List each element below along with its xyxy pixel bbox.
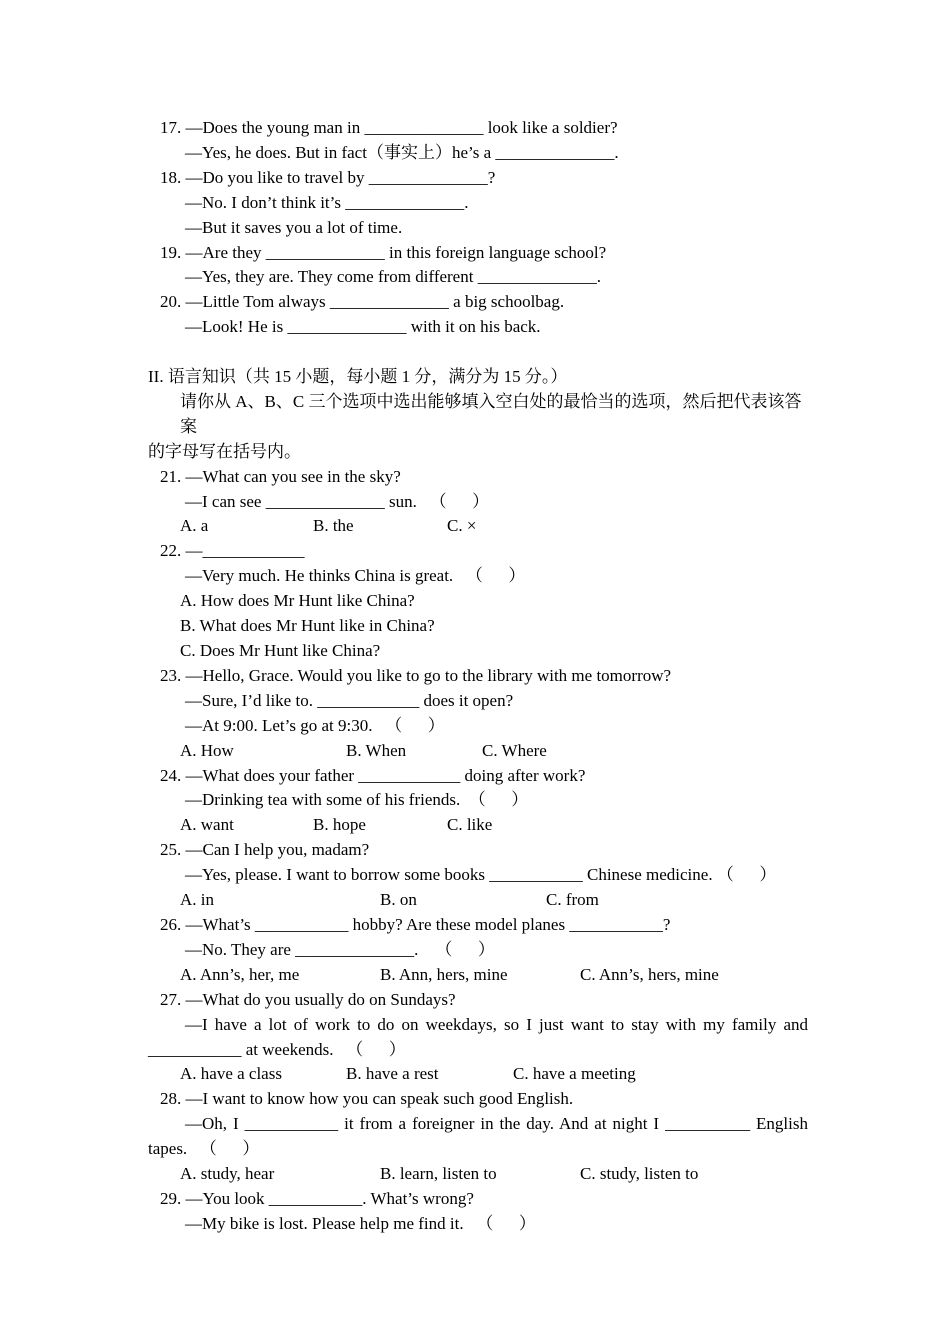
options-row [148,1162,808,1187]
option-choice: C. have a meeting [513,1064,636,1084]
question-line: 27. —What do you usually do on Sundays? [160,989,456,1009]
section-heading: II. 语言知识（共 15 小题，每小题 1 分，满分为 15 分。） [148,367,568,387]
option-line: C. Does Mr Hunt like China? [180,641,381,661]
question-line: 17. —Does the young man in ______________ look like a soldier? [160,118,618,137]
dialogue-line: —Yes, please. I want to borrow some books ___________ Chinese medicine. （ ） [185,865,777,885]
question-line: 20. —Little Tom always ______________ a big schoolbag. [160,292,565,312]
instruction-line: 请你从 A、B、C 三个选项中选出能够填入空白处的最恰当的选项，然后把代表该答案 [180,391,802,436]
question-line: 21. —What can you see in the sky? [160,466,401,486]
option-choice: C. × [447,516,477,536]
option-choice: A. in [180,890,214,910]
dialogue-line: —I can see ______________ sun. （ ） [185,491,490,511]
option-choice: B. When [346,740,407,760]
option-choice: B. have a rest [346,1064,439,1084]
text-line: tapes. （ ） [148,1139,260,1159]
options-row [148,888,808,913]
dialogue-line: —Yes, he does. But in fact（事实上）he’s a ______________. [185,142,619,162]
option-choice: B. hope [313,815,366,835]
question-line: 25. —Can I help you, madam? [160,840,370,860]
dialogue-line: —Very much. He thinks China is great. （ ） [185,566,526,586]
dialogue-line: —Oh, I ___________ it from a foreigner in the day. And at night I __________ English [185,1114,808,1134]
option-choice: A. Ann’s, her, me [180,964,300,984]
option-choice: A. a [180,516,209,536]
dialogue-line: —But it saves you a lot of time. [185,217,403,237]
option-choice: C. study, listen to [580,1164,699,1184]
option-choice: A. How [180,740,234,760]
options-row [148,813,808,838]
dialogue-line: —My bike is lost. Please help me find it. （ ） [185,1213,536,1233]
text-line: 的字母写在括号内。 [148,441,301,461]
question-line: 19. —Are they ______________ in this foreign language school? [160,242,607,262]
dialogue-line: —Yes, they are. They come from different ______________. [185,267,601,287]
dialogue-line: —Sure, I’d like to. ____________ does it open? [185,690,514,710]
question-line: 24. —What does your father ____________ doing after work? [160,765,586,785]
option-choice: C. like [447,815,493,835]
option-choice: B. Ann, hers, mine [380,964,508,984]
question-line: 23. —Hello, Grace. Would you like to go to the library with me tomorrow? [160,665,672,685]
document-body [148,116,808,1237]
option-choice: B. learn, listen to [380,1164,497,1184]
dialogue-line: —At 9:00. Let’s go at 9:30. （ ） [185,715,445,735]
option-choice: B. the [313,516,354,536]
options-row [148,1062,808,1087]
option-choice: C. from [546,890,599,910]
question-line: 26. —What’s ___________ hobby? Are these model planes ___________? [160,914,671,934]
question-line: 22. —____________ [160,541,305,561]
options-row [148,739,808,764]
dialogue-line: —Look! He is ______________ with it on his back. [185,317,541,337]
dialogue-line: —I have a lot of work to do on weekdays, so I just want to stay with my family and [185,1014,808,1034]
dialogue-line: —No. I don’t think it’s ______________. [185,192,469,212]
question-line: 28. —I want to know how you can speak such good English. [160,1089,574,1109]
option-line: A. How does Mr Hunt like China? [180,591,415,611]
option-choice: A. have a class [180,1064,282,1084]
dialogue-line: —No. They are ______________. （ ） [185,939,495,959]
option-choice: C. Ann’s, hers, mine [580,964,719,984]
option-choice: B. on [380,890,417,910]
question-line: 29. —You look ___________. What’s wrong? [160,1188,474,1208]
question-line: 18. —Do you like to travel by ______________? [160,167,496,187]
option-line: B. What does Mr Hunt like in China? [180,616,435,636]
options-row [148,963,808,988]
text-line: ___________ at weekends. （ ） [148,1039,406,1059]
option-choice: A. study, hear [180,1164,275,1184]
dialogue-line: —Drinking tea with some of his friends. （ ） [185,790,529,810]
options-row [148,514,808,539]
option-choice: A. want [180,815,234,835]
option-choice: C. Where [482,740,547,760]
